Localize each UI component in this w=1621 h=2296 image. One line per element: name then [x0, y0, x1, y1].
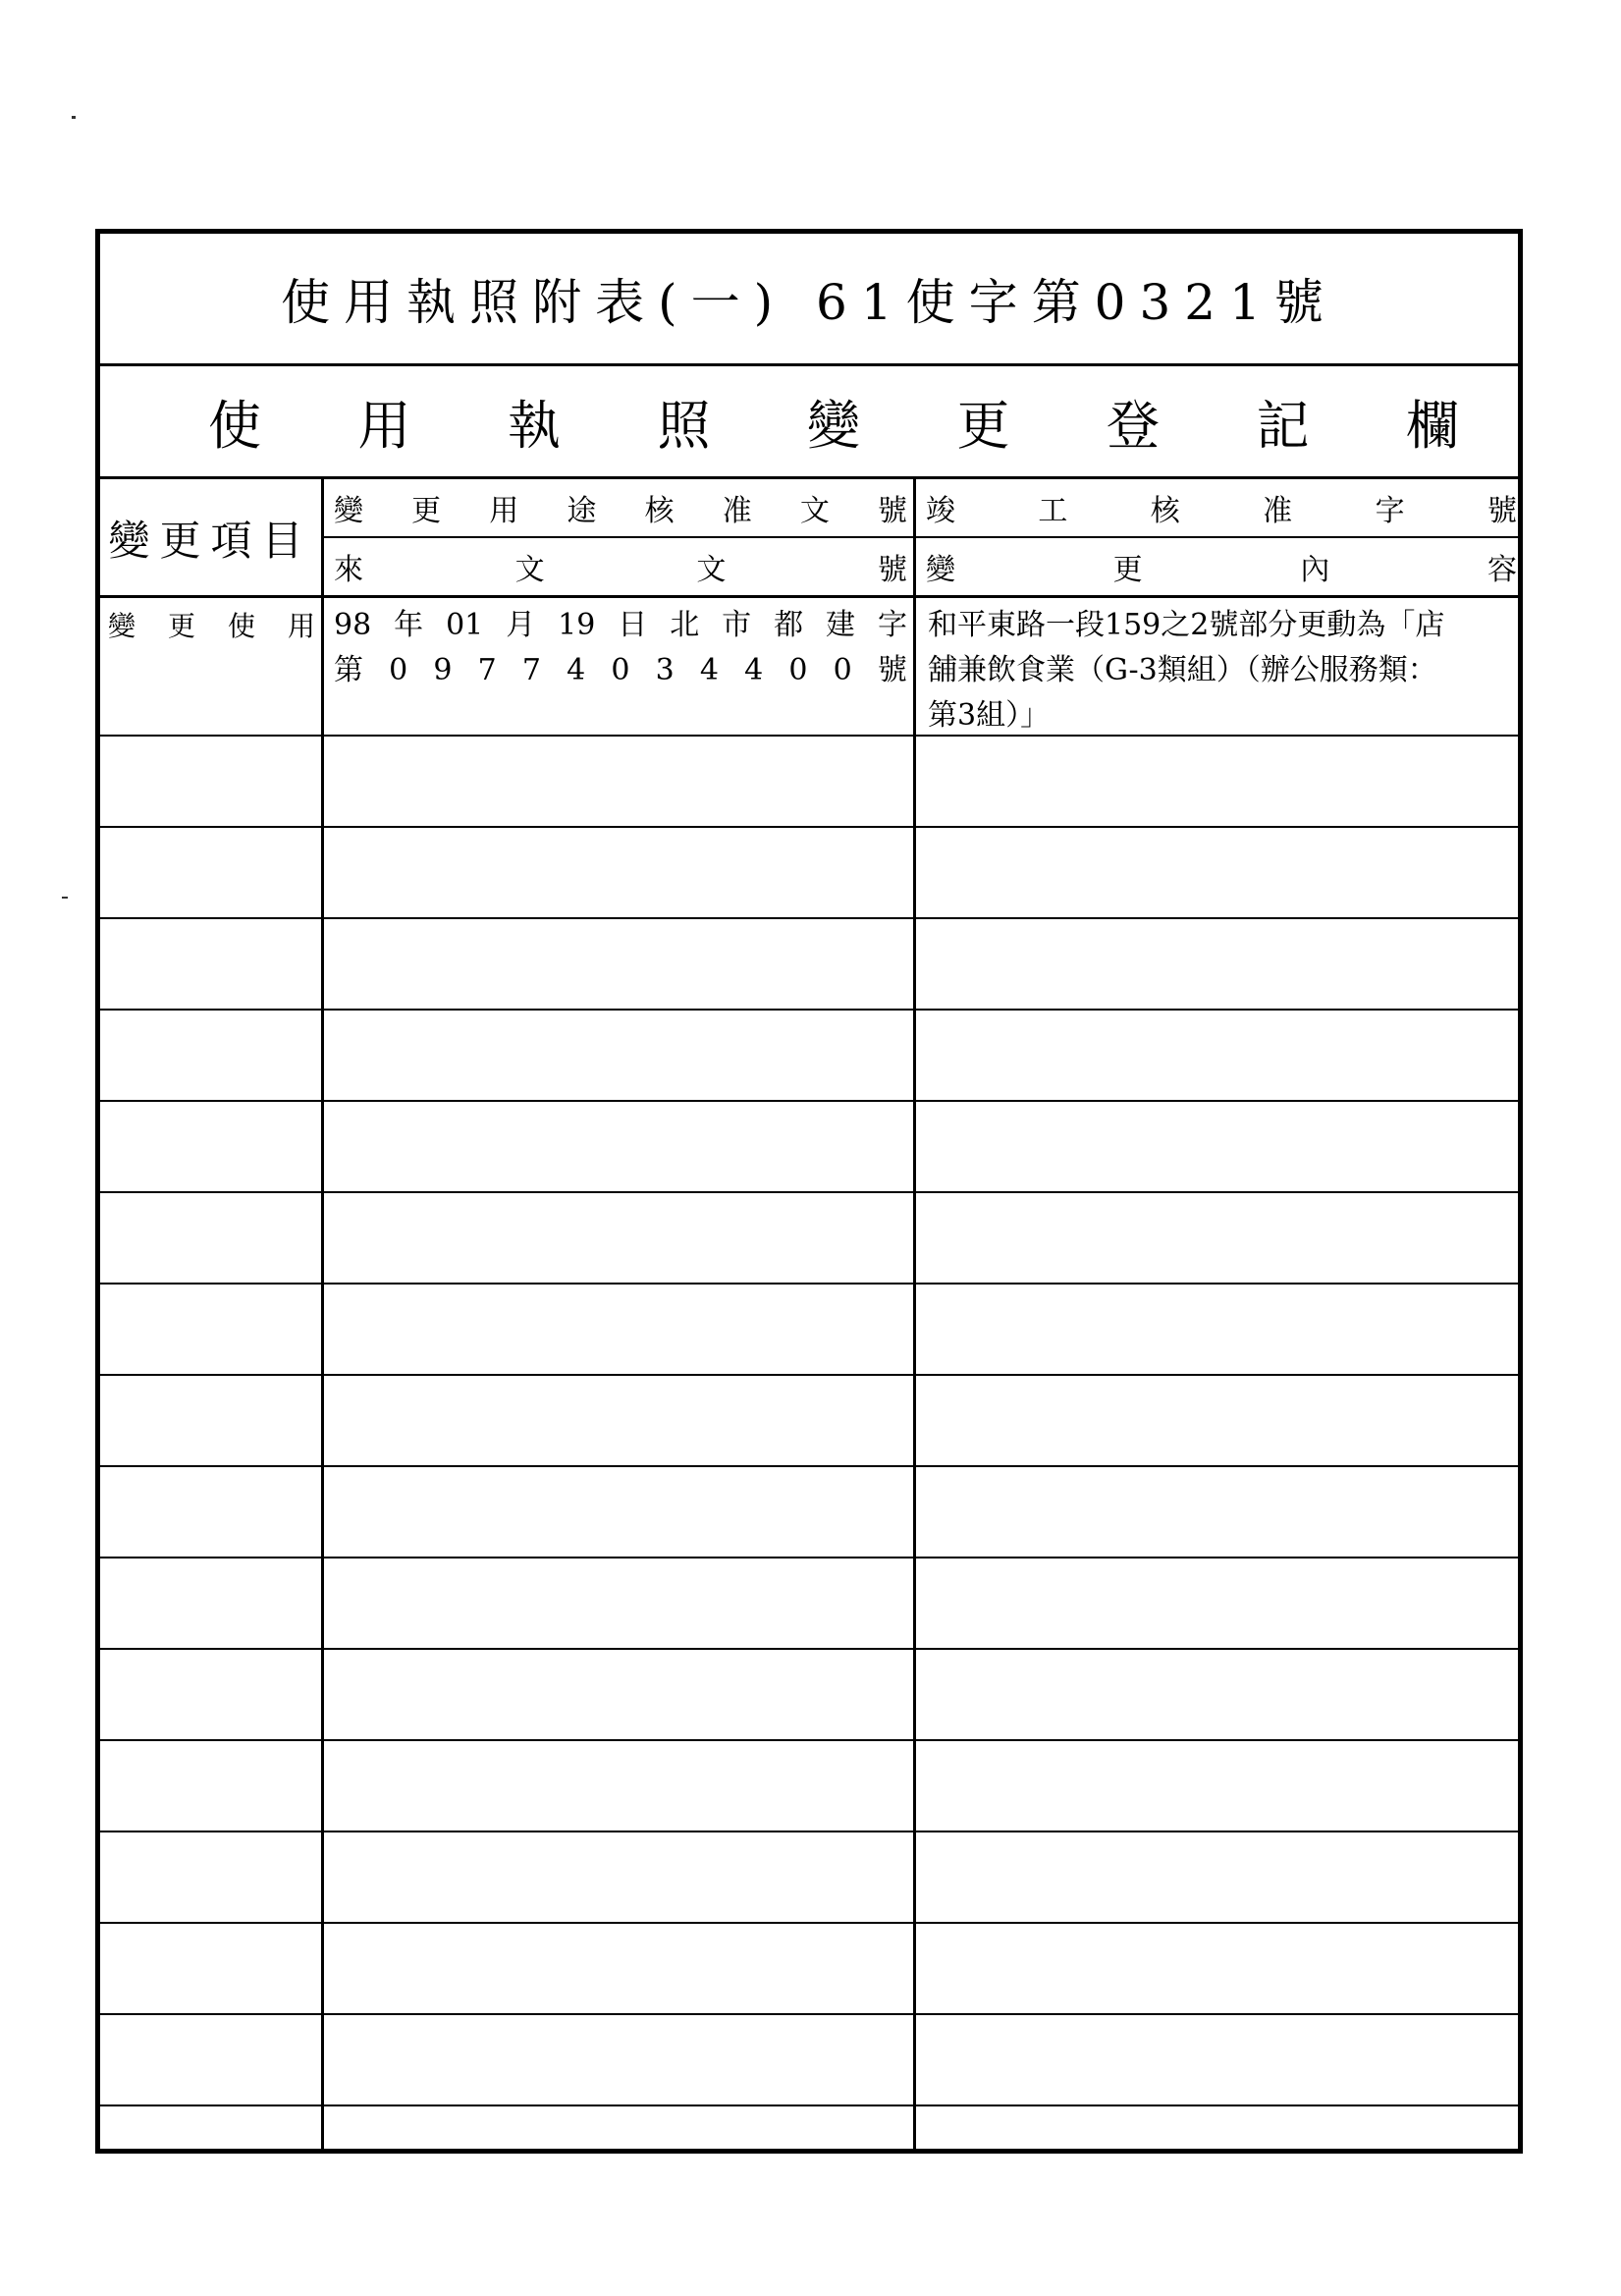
- header-change-item: 變更項目: [108, 517, 313, 565]
- doc-token: 日: [618, 608, 648, 642]
- header-char: 號: [877, 494, 907, 528]
- header-char: 途: [567, 494, 597, 528]
- header-char: 文: [696, 553, 727, 587]
- content-line: 舖兼飲食業（G-3類組）（辦公服務類：: [928, 653, 1437, 687]
- row-separator: [100, 917, 1518, 919]
- item-char: 更: [167, 610, 195, 642]
- doc-token: 市: [722, 608, 752, 642]
- doc-token: 北: [670, 608, 700, 642]
- subtitle-char: 照: [657, 394, 711, 457]
- header-char: 准: [1263, 494, 1293, 528]
- doc-token: 4: [744, 653, 764, 687]
- row-separator: [100, 1739, 1518, 1741]
- item-char: 使: [227, 610, 255, 642]
- row-separator: [100, 1465, 1518, 1467]
- header-char: 變: [926, 553, 955, 587]
- doc-token: 4: [567, 653, 586, 687]
- row-separator: [100, 1557, 1518, 1558]
- header-char: 竣: [926, 494, 955, 528]
- item-char: 用: [287, 610, 315, 642]
- doc-token: 0: [833, 653, 852, 687]
- doc-number-line-1: [334, 603, 907, 648]
- header-char: 號: [877, 553, 907, 587]
- doc-token: 建: [826, 608, 855, 642]
- header-char: 核: [1150, 494, 1180, 528]
- subtitle-char: 欄: [1406, 394, 1459, 457]
- doc-token: 3: [655, 653, 675, 687]
- doc-token: 字: [877, 608, 907, 642]
- subtitle-char: 變: [807, 394, 860, 457]
- header-char: 來: [334, 553, 363, 587]
- row-separator: [100, 1648, 1518, 1650]
- row-separator: [100, 1009, 1518, 1011]
- header-change-content: [916, 538, 1523, 595]
- row-separator: [100, 1191, 1518, 1193]
- header-completion-no: [916, 479, 1523, 536]
- row-change-item: [100, 597, 321, 735]
- doc-token: 年: [394, 608, 424, 642]
- header-char: 字: [1375, 494, 1405, 528]
- subtitle-char: 記: [1256, 394, 1310, 457]
- header-char: 內: [1300, 553, 1330, 587]
- subtitle-char: 登: [1107, 394, 1160, 457]
- doc-token: 98: [334, 608, 372, 642]
- form-title-row: [100, 234, 1518, 366]
- subtitle-char: 執: [508, 394, 561, 457]
- doc-token: 號: [877, 653, 907, 687]
- header-char: 號: [1486, 494, 1517, 528]
- doc-token: 月: [506, 608, 536, 642]
- row-doc-number: [324, 597, 913, 735]
- header-char: 更: [411, 494, 442, 528]
- form-subtitle: [208, 366, 1459, 476]
- use-permit-form: [95, 229, 1523, 2154]
- form-subtitle-row: [100, 366, 1518, 479]
- row-separator: [100, 735, 1518, 737]
- doc-number-line-2: [334, 648, 907, 693]
- scan-speck: [72, 116, 76, 119]
- row-separator: [100, 1831, 1518, 1832]
- header-char: 變: [334, 494, 363, 528]
- doc-token: 0: [389, 653, 408, 687]
- item-char: 變: [108, 610, 136, 642]
- subtitle-char: 用: [357, 394, 411, 457]
- doc-token: 0: [611, 653, 630, 687]
- doc-token: 0: [788, 653, 808, 687]
- doc-token: 第: [334, 653, 363, 687]
- header-approval-doc-no: [324, 479, 913, 536]
- doc-token: 9: [433, 653, 453, 687]
- content-line: 和平東路一段159之2號部分更動為「店: [928, 608, 1445, 642]
- form-title: 使用執照附表(一) 61使字第0321號: [281, 274, 1337, 331]
- row-separator: [100, 2105, 1518, 2106]
- change-record-table: [100, 479, 1518, 2149]
- scan-speck: [62, 897, 68, 899]
- header-char: 容: [1486, 553, 1517, 587]
- header-incoming-doc-no: [324, 538, 913, 595]
- row-separator: [100, 1922, 1518, 1924]
- header-char: 文: [799, 494, 830, 528]
- doc-token: 7: [477, 653, 497, 687]
- row-change-item-text: [108, 605, 315, 644]
- row-change-content: [916, 597, 1523, 735]
- row-separator: [100, 826, 1518, 828]
- row-separator: [100, 1374, 1518, 1376]
- doc-token: 19: [558, 608, 596, 642]
- subtitle-char: 使: [208, 394, 261, 457]
- doc-token: 01: [446, 608, 484, 642]
- header-char: 用: [489, 494, 519, 528]
- header-char: 工: [1038, 494, 1068, 528]
- content-line: 第3組）」: [928, 698, 1051, 733]
- doc-token: 都: [774, 608, 804, 642]
- doc-token: 4: [699, 653, 719, 687]
- header-char: 准: [722, 494, 752, 528]
- header-char: 核: [644, 494, 675, 528]
- header-char: 更: [1112, 553, 1143, 587]
- header-char: 文: [514, 553, 545, 587]
- row-separator: [100, 2013, 1518, 2015]
- doc-token: 7: [521, 653, 541, 687]
- row-separator: [100, 1100, 1518, 1102]
- row-separator: [100, 1283, 1518, 1285]
- subtitle-char: 更: [956, 394, 1010, 457]
